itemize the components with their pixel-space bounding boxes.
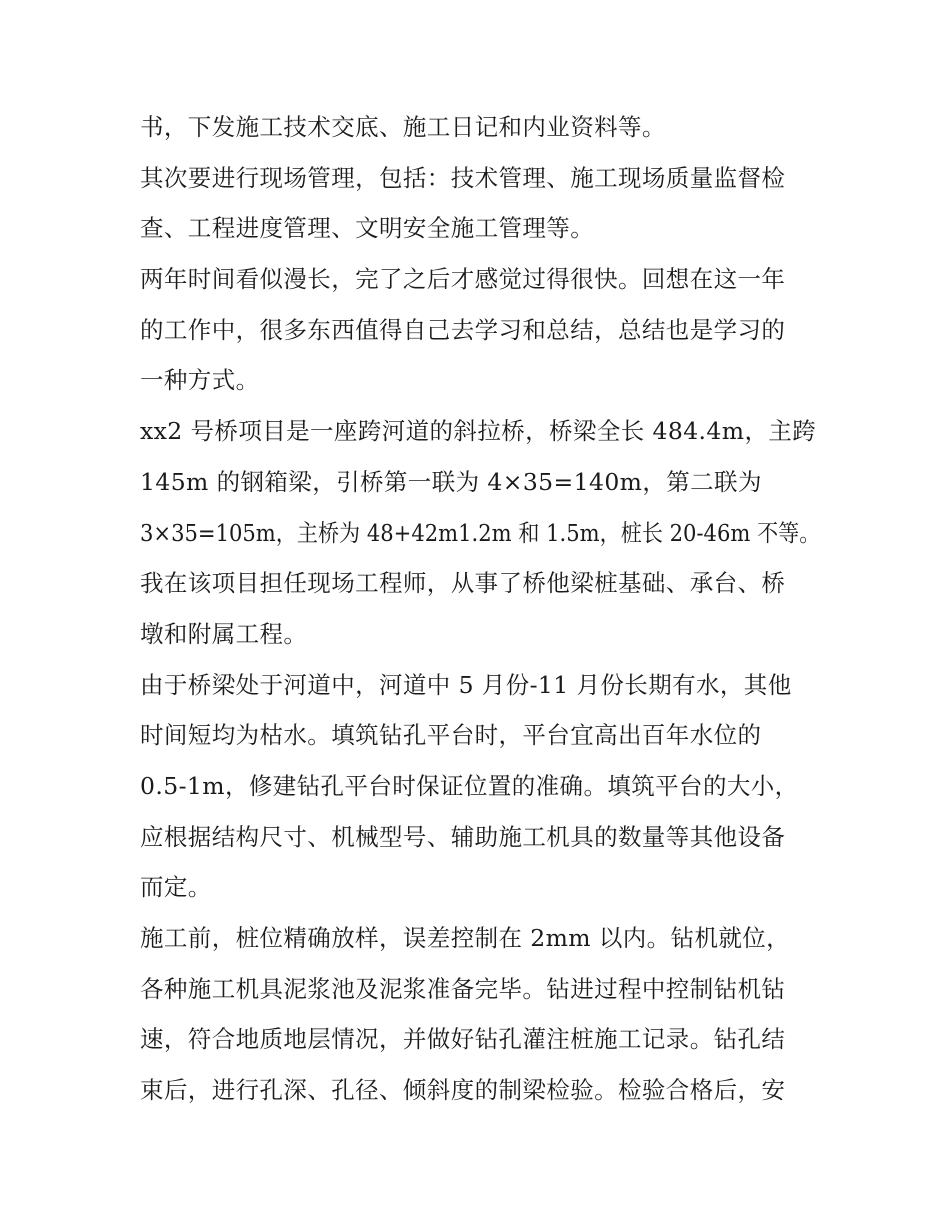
text-line-15: 应根据结构尺寸、机械型号、辅助施工机具的数量等其他设备 — [140, 822, 786, 851]
text-line-19: 速，符合地质地层情况，并做好钻孔灌注桩施工记录。钻孔结 — [140, 1025, 786, 1054]
text-line-10: 我在该项目担任现场工程师，从事了桥他梁桩基础、承台、桥 — [140, 569, 786, 598]
text-line-6: 一种方式。 — [140, 366, 260, 395]
text-line-1: 书，下发施工技术交底、施工日记和内业资料等。 — [140, 113, 666, 141]
text-line-11: 墩和附属工程。 — [140, 619, 308, 648]
text-line-17: 施工前，桩位精确放样，误差控制在 2mm 以内。钻机就位， — [140, 924, 791, 952]
text-line-5: 的工作中，很多东西值得自己去学习和总结，总结也是学习的 — [140, 315, 786, 344]
text-line-14: 0.5-1m，修建钻孔平台时保证位置的准确。填筑平台的大小， — [140, 771, 799, 800]
document-body — [140, 102, 820, 1116]
text-line-16: 而定。 — [140, 873, 212, 902]
text-line-13: 时间短均为枯水。填筑钻孔平台时，平台宜高出百年水位的 — [140, 721, 762, 750]
text-line-12: 由于桥梁处于河道中，河道中 5 月份-11 月份长期有水，其他 — [140, 670, 792, 699]
text-line-9: 3×35=105m，主桥为 48+42m1.2m 和 1.5m，桩长 20-46m 不等。 — [140, 518, 821, 547]
text-line-8: 145m 的钢箱梁，引桥第一联为 4×35=140m，第二联为 — [140, 467, 762, 496]
text-line-2: 其次要进行现场管理，包括：技术管理、施工现场质量监督检 — [140, 163, 786, 192]
text-line-20: 束后，进行孔深、孔径、倾斜度的制梁检验。检验合格后，安 — [140, 1076, 786, 1105]
text-line-7: xx2 号桥项目是一座跨河道的斜拉桥，桥梁全长 484.4m，主跨 — [140, 417, 817, 446]
text-line-3: 查、工程进度管理、文明安全施工管理等。 — [140, 214, 595, 243]
text-line-4: 两年时间看似漫长，完了之后才感觉过得很快。回想在这一年 — [140, 265, 786, 294]
text-line-18: 各种施工机具泥浆池及泥浆准备完毕。钻进过程中控制钻机钻 — [140, 974, 786, 1003]
